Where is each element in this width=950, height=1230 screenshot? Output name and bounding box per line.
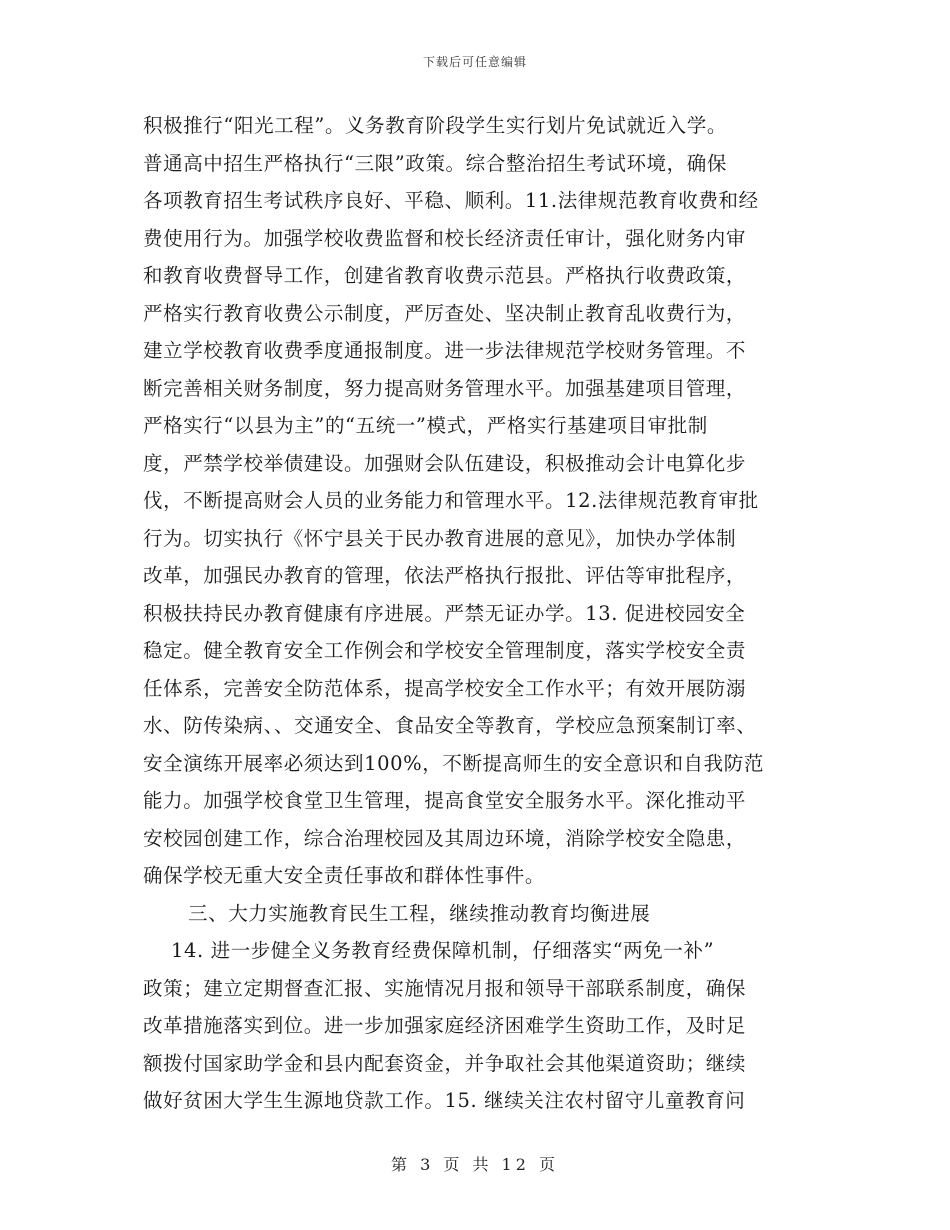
body-line: 伐，不断提高财会人员的业务能力和管理水平。12.法律规范教育审批 [143,489,759,512]
body-line: 确保学校无重大安全责任事故和群体性事件。 [143,864,546,887]
body-line: 断完善相关财务制度，努力提高财务管理水平。加强基建项目管理， [143,376,747,400]
header-note: 下载后可任意编辑 [422,55,527,69]
body-line: 费使用行为。加强学校收费监督和校长经济责任审计，强化财务内审 [143,226,747,250]
document-body [143,107,823,1120]
body-line: 和教育收费督导工作，创建省教育收费示范县。严格执行收费政策， [143,264,747,287]
body-line: 做好贫困大学生生源地贷款工作。15. 继续关注农村留守儿童教育问 [143,1089,746,1112]
body-line: 政策；建立定期督查汇报、实施情况月报和领导干部联系制度，确保 [143,976,747,1000]
body-line: 度，严禁学校举债建设。加强财会队伍建设，积极推动会计电算化步 [143,451,747,475]
body-line: 改革，加强民办教育的管理，依法严格执行报批、评估等审批程序， [143,564,747,587]
section-heading: 三、大力实施教育民生工程，继续推动教育均衡进展 [188,901,651,925]
body-line: 14. 进一步健全义务教育经费保障机制，仔细落实“两免一补” [171,939,715,962]
body-line: 安校园创建工作，综合治理校园及其周边环境，消除学校安全隐患， [143,826,747,850]
body-line: 普通高中招生严格执行“三限”政策。综合整治招生考试环境，确保 [143,151,727,175]
body-line: 额拨付国家助学金和县内配套资金，并争取社会其他渠道资助；继续 [143,1051,747,1075]
page-number: 第 3 页 共 12 页 [391,1155,559,1174]
body-line: 安全演练开展率必须达到100%，不断提高师生的安全意识和自我防范 [143,751,764,775]
body-line: 各项教育招生考试秩序良好、平稳、顺利。11.法律规范教育收费和经 [143,189,759,212]
body-line: 任体系，完善安全防范体系，提高学校安全工作水平；有效开展防溺 [143,676,747,700]
body-line: 严格实行教育收费公示制度，严厉查处、坚决制止教育乱收费行为， [143,301,747,325]
body-line: 改革措施落实到位。进一步加强家庭经济困难学生资助工作，及时足 [143,1014,747,1037]
body-line: 积极扶持民办教育健康有序进展。严禁无证办学。13. 促进校园安全 [143,601,746,625]
body-line: 稳定。健全教育安全工作例会和学校安全管理制度，落实学校安全责 [143,639,747,662]
body-line: 积极推行“阳光工程”。义务教育阶段学生实行划片免试就近入学。 [143,114,727,137]
body-line: 行为。切实执行《怀宁县关于民办教育进展的意见》，加快办学体制 [143,526,737,550]
body-line: 水、防传染病、、交通安全、食品安全等教育，学校应急预案制订率、 [143,714,757,737]
body-line: 能力。加强学校食堂卫生管理，提高食堂安全服务水平。深化推动平 [143,789,747,812]
body-line: 严格实行“以县为主”的“五统一”模式，严格实行基建项目审批制 [143,414,708,437]
body-line: 建立学校教育收费季度通报制度。进一步法律规范学校财务管理。不 [143,339,747,362]
